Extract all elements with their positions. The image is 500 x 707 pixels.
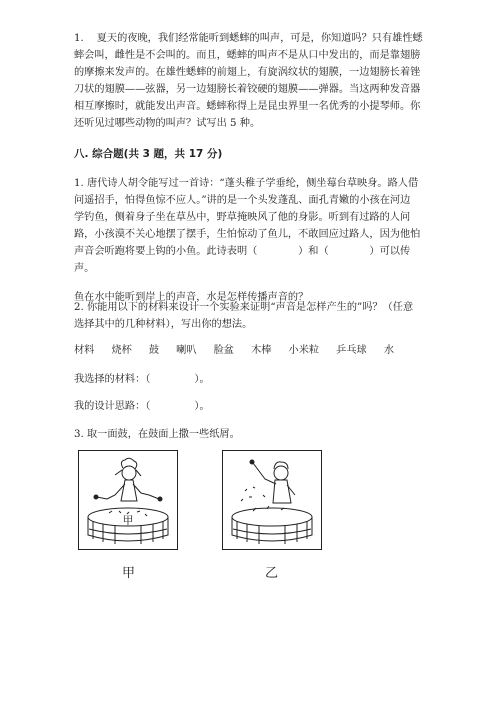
q1-text-1: 夏天的夜晚，我们经常能听到蟋蟀的叫声，可是，你知道吗？只有雄性蟋 [96, 33, 423, 44]
q3-line-2: 选择其中的几种材料），写出你的想法。 [74, 319, 253, 330]
material-item: 喇叭 [176, 345, 197, 356]
q1-line-1 [74, 30, 426, 47]
q2-line-4: 路，小孩漠不关心地摆了摆手，生怕惊动了鱼儿，不敢回应过路人，因为他怕 [74, 229, 421, 240]
design-idea-line [74, 399, 210, 415]
drum-girl-illustration [79, 451, 177, 549]
materials-list [74, 343, 394, 359]
q2-line-5: 声音会听跑将要上钩的小鱼。此诗表明（ ）和（ ）可以传 [74, 246, 411, 257]
design-idea-label: 我的设计思路：（ [74, 401, 151, 412]
q1-line-6: 还听见过哪些动物的叫声？试写出 5 种。 [74, 118, 261, 129]
chosen-materials-label: 我选择的材料：（ [74, 374, 151, 385]
material-item: 烧杯 [111, 345, 132, 356]
section-heading: 八. 综合题(共 3 题，共 17 分) [74, 148, 223, 160]
figure-a-caption: 甲 [122, 566, 136, 581]
q1-number: 1. [74, 33, 84, 44]
q3-line-1: 2. 你能用以下的材料来设计一个实验来证明“声音是怎样产生的”吗？（任意 [74, 302, 414, 313]
q1-line-3: 的摩擦来发声的。在雄性蟋蟀的前翅上，有旋涡纹状的翅膜，一边翅膀长着锉 [74, 67, 421, 78]
design-idea-end: ）。 [194, 401, 210, 412]
chosen-materials-line [74, 372, 210, 388]
figure-b [222, 450, 322, 550]
drum-label-a: 甲 [122, 514, 134, 527]
material-item: 材料 [74, 345, 95, 356]
q1-line-5: 相互摩擦时，就能发出声音。蟋蟀称得上是昆虫界里一名优秀的小提琴师。你 [74, 101, 421, 112]
material-item: 鼓 [148, 345, 160, 356]
figure-a [78, 450, 178, 550]
q2-line-6: 声。 [74, 263, 95, 274]
material-item: 水 [383, 345, 394, 356]
material-item: 乒乓球 [336, 345, 367, 356]
q2-followup: 鱼在水中能听到岸上的声音，水是怎样传播声音的？ [74, 292, 309, 303]
q4-text: 3. 取一面鼓，在鼓面上撒一些纸屑。 [74, 429, 240, 440]
material-item: 小米粒 [288, 345, 320, 356]
q2-line-3: 学钓鱼，侧着身子坐在草丛中，野草掩映风了他的身影。听到有过路的人问 [74, 212, 411, 223]
figure-b-caption: 乙 [265, 566, 279, 581]
material-item: 脸盆 [213, 345, 234, 356]
q1-line-2: 蟀会叫，雌性是不会叫的。而且，蟋蟀的叫声不是从口中发出的，而是靠翅膀 [74, 50, 421, 61]
drum-boy-illustration [223, 451, 321, 549]
material-item: 木棒 [251, 345, 272, 356]
q2-line-2: 问遥招手，怕得鱼惊不应人。”讲的是一个头发蓬乱、面孔青嫩的小孩在河边 [74, 195, 411, 206]
q2-line-1: 1. 唐代诗人胡令能写过一首诗：“蓬头稚子学垂纶，侧坐莓台草映身。路人借 [74, 178, 419, 189]
q1-line-4: 刀状的翅膜——弦器，另一边翅膀长着铰硬的翅膜——弹器。当这两种发音器 [74, 84, 421, 95]
chosen-materials-end: ）。 [194, 374, 210, 385]
